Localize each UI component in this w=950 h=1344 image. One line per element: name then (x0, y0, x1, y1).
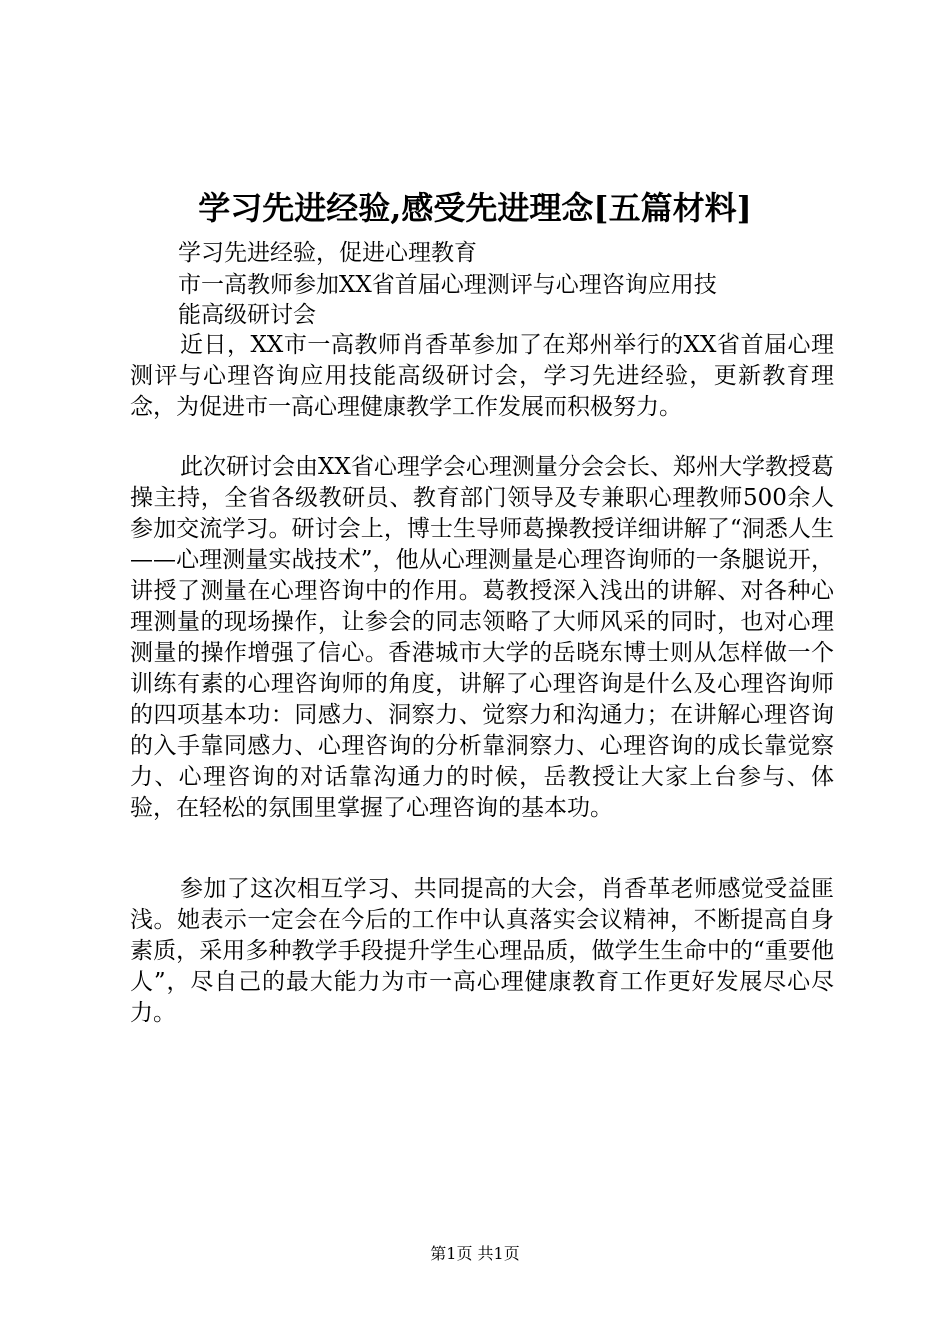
paragraph-1: 近日，XX市一高教师肖香革参加了在郑州举行的XX省首届心理测评与心理咨询应用技能高级研讨会，学习先进经验，更新教育理念，为促进市一高心理健康教学工作发展而积极努力。 (130, 332, 834, 420)
subheading-3: 能高级研讨会 (178, 302, 316, 328)
paragraph-2: 此次研讨会由XX省心理学会心理测量分会会长、郑州大学教授葛操主持，全省各级教研员、教育部门领导及专兼职心理教师500余人参加交流学习。研讨会上，博士生导师葛操教授详细讲解了“洞悉人生——心理测量实战技术”，他从心理测量是心理咨询师的一条腿说开，讲授了测量在心理咨询中的作用。葛教授深入浅出的讲解、对各种心理测量的现场操作，让参会的同志领略了大师风采的同时，也对心理测量的操作增强了信心。香港城市大学的岳晓东博士则从怎样做一个训练有素的心理咨询师的角度，讲解了心理咨询是什么及心理咨询师的四项基本功：同感力、洞察力、觉察力和沟通力；在讲解心理咨询的入手靠同感力、心理咨询的分析靠洞察力、心理咨询的成长靠觉察力、心理咨询的对话靠沟通力的时候，岳教授让大家上台参与、体验，在轻松的氛围里掌握了心理咨询的基本功。 (130, 454, 834, 821)
subheading-2: 市一高教师参加XX省首届心理测评与心理咨询应用技 (178, 272, 717, 298)
document-title: 学习先进经验,感受先进理念[五篇材料] (198, 189, 752, 227)
paragraph-3: 参加了这次相互学习、共同提高的大会，肖香革老师感觉受益匪浅。她表示一定会在今后的工作中认真落实会议精神，不断提高自身素质，采用多种教学手段提升学生心理品质，做学生生命中的“重要他人”，尽自己的最大能力为市一高心理健康教育工作更好发展尽心尽力。 (130, 876, 834, 1026)
page-footer: 第1页 共1页 (430, 1244, 520, 1263)
subheading-1: 学习先进经验，促进心理教育 (178, 240, 477, 266)
